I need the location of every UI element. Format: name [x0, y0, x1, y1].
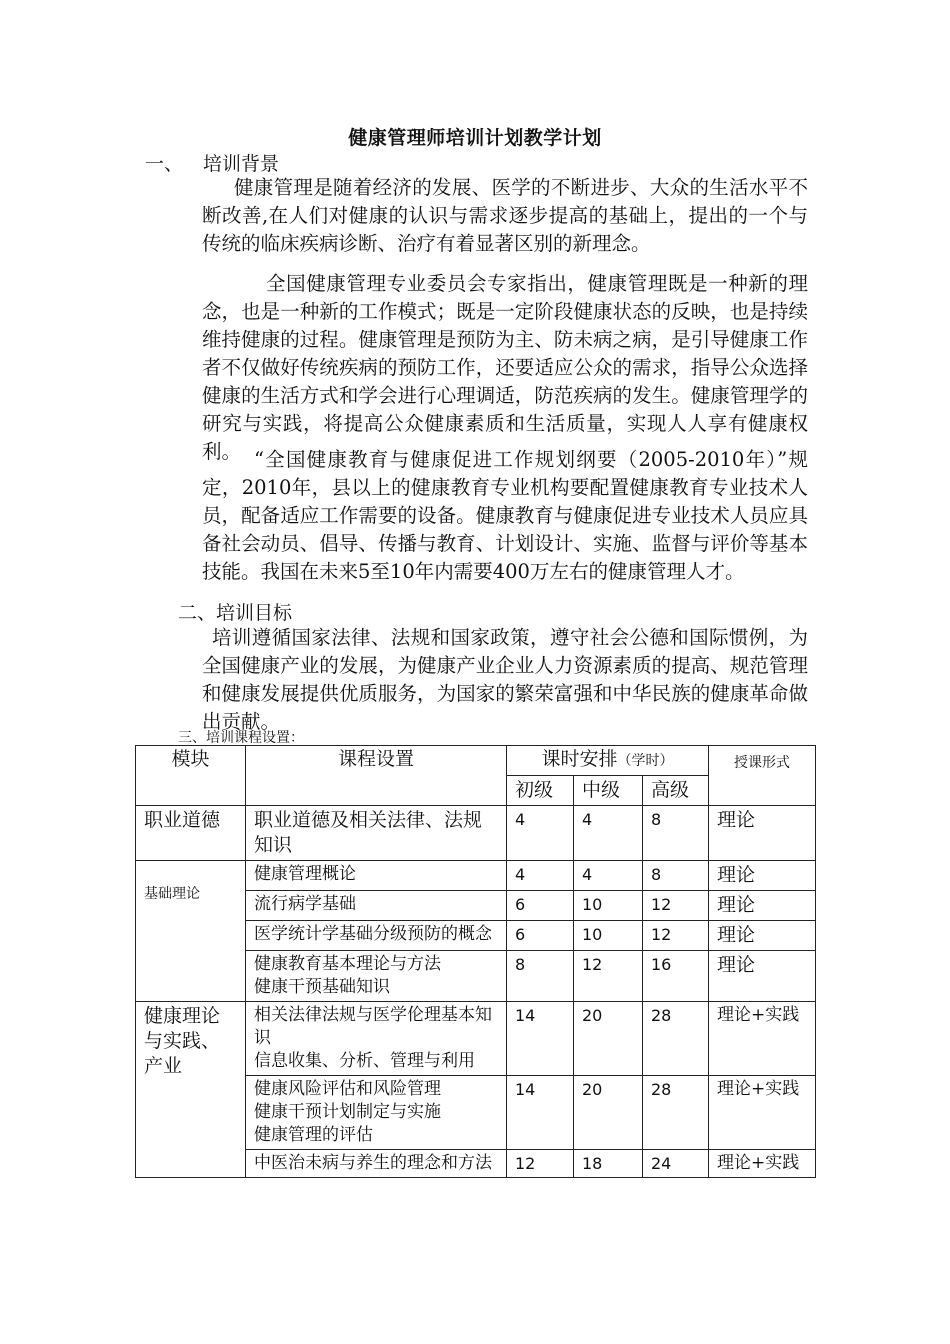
hours-middle: 10: [574, 891, 643, 921]
form-cell: 理论: [709, 921, 816, 951]
section-title: 培训背景: [203, 153, 280, 175]
header-course: 课程设置: [246, 746, 507, 806]
goals-paragraph: 培训遵循国家法律、法规和国家政策，遵守社会公德和国际惯例，为全国健康产业的发展，为健康产业企业人力资源素质的提高、规范管理和健康发展提供优质服务，为国家的繁荣富强和中华民族的健康革命做出贡献。: [202, 626, 808, 733]
header-senior: 高级: [643, 776, 709, 806]
table-header-row: [136, 746, 816, 776]
hours-middle: 20: [574, 1076, 643, 1150]
course-cell: 中医治未病与养生的理念和方法: [246, 1150, 507, 1178]
header-module: 模块: [136, 746, 246, 806]
course-cell: 健康风险评估和风险管理 健康干预计划制定与实施 健康管理的评估: [246, 1076, 507, 1150]
header-hours: 课时安排（学时）: [507, 746, 709, 776]
course-cell: 流行病学基础: [246, 891, 507, 921]
header-primary: 初级: [507, 776, 574, 806]
hours-senior: 12: [643, 921, 709, 951]
module-cell: 基础理论: [136, 861, 246, 1002]
course-cell: 职业道德及相关法律、法规知识: [246, 806, 507, 861]
table-row: [136, 806, 816, 861]
form-cell: 理论+实践: [709, 1076, 816, 1150]
section-number: 一、: [145, 153, 184, 175]
form-cell: 理论: [709, 951, 816, 1002]
background-paragraph-1: 健康管理是随着经济的发展、医学的不断进步、大众的生活水平不断改善,在人们对健康的认识与需求逐步提高的基础上，提出的一个与传统的临床疾病诊断、治疗有着显著区别的新理念。: [202, 176, 808, 255]
module-cell: 职业道德: [136, 806, 246, 861]
hours-primary: 12: [507, 1150, 574, 1178]
header-form: 授课形式: [709, 746, 816, 806]
hours-middle: 4: [574, 806, 643, 861]
hours-middle: 20: [574, 1002, 643, 1076]
table-row: [136, 1002, 816, 1076]
hours-senior: 8: [643, 806, 709, 861]
hours-primary: 14: [507, 1002, 574, 1076]
hours-primary: 14: [507, 1076, 574, 1150]
hours-primary: 4: [507, 806, 574, 861]
background-paragraph-2: 全国健康管理专业委员会专家指出，健康管理既是一种新的理念，也是一种新的工作模式；既是一定阶段健康状态的反映，也是持续维持健康的过程。健康管理是预防为主、防未病之病，是引导健康工作者不仅做好传统疾病的预防工作，还要适应公众的需求，指导公众选择健康的生活方式和学会进行心理调适，防范疾病的发生。健康管理学的研究与实践，将提高公众健康素质和生活质量，实现人人享有健康权利。: [202, 272, 808, 463]
section-heading-goals: 二、培训目标: [178, 602, 293, 624]
header-middle: 中级: [574, 776, 643, 806]
hours-senior: 28: [643, 1002, 709, 1076]
hours-primary: 6: [507, 891, 574, 921]
course-cell: 相关法律法规与医学伦理基本知识 信息收集、分析、管理与利用: [246, 1002, 507, 1076]
hours-primary: 8: [507, 951, 574, 1002]
document-title: 健康管理师培训计划教学计划: [348, 127, 602, 149]
hours-middle: 18: [574, 1150, 643, 1178]
course-cell: 健康教育基本理论与方法 健康干预基础知识: [246, 951, 507, 1002]
section-heading-background: [145, 149, 279, 176]
course-table: [135, 745, 816, 1178]
course-cell: 医学统计学基础分级预防的概念: [246, 921, 507, 951]
hours-senior: 12: [643, 891, 709, 921]
hours-middle: 10: [574, 921, 643, 951]
hours-senior: 8: [643, 861, 709, 891]
form-cell: 理论: [709, 806, 816, 861]
hours-senior: 28: [643, 1076, 709, 1150]
hours-senior: 24: [643, 1150, 709, 1178]
module-cell: 健康理论与实践、产业: [136, 1002, 246, 1178]
hours-middle: 12: [574, 951, 643, 1002]
course-cell: 健康管理概论: [246, 861, 507, 891]
background-paragraph-3: “全国健康教育与健康促进工作规划纲要（2005-2010年）”规定，2010年，县以上的健康教育专业机构要配置健康教育专业技术人员，配备适应工作需要的设备。健康教育与健康促进专业技术人员应具备社会动员、倡导、传播与教育、计划设计、实施、监督与评价等基本技能。我国在未来5至10年内需要400万左右的健康管理人才。: [202, 448, 808, 583]
table-row: [136, 861, 816, 891]
section-heading-courses: 三、培训课程设置：: [178, 730, 304, 746]
form-cell: 理论+实践: [709, 1150, 816, 1178]
form-cell: 理论+实践: [709, 1002, 816, 1076]
form-cell: 理论: [709, 861, 816, 891]
hours-primary: 6: [507, 921, 574, 951]
hours-senior: 16: [643, 951, 709, 1002]
hours-middle: 4: [574, 861, 643, 891]
hours-primary: 4: [507, 861, 574, 891]
form-cell: 理论: [709, 891, 816, 921]
